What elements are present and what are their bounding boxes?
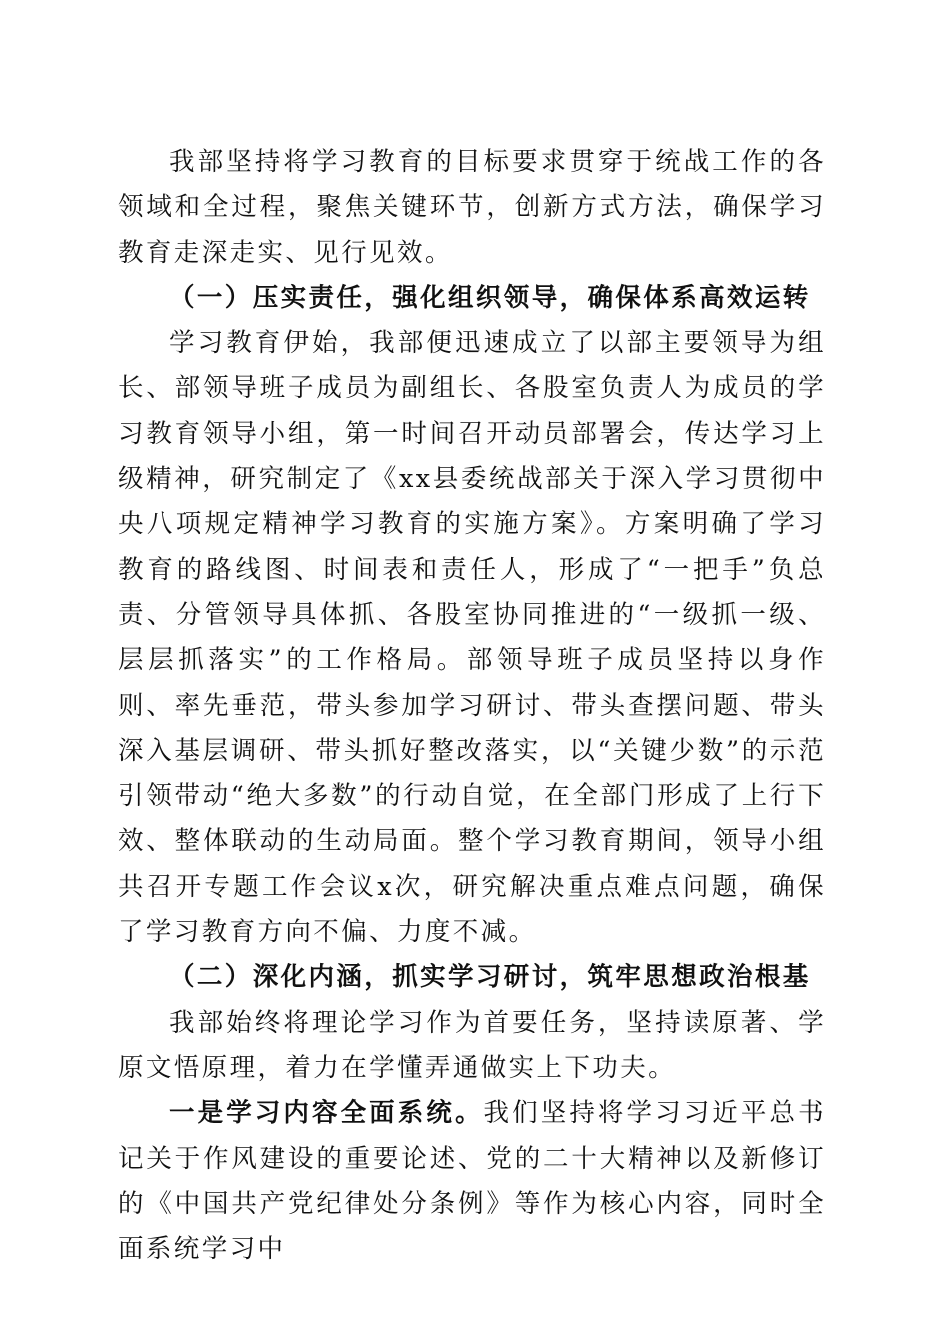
section-2-heading: （二）深化内涵，抓实学习研讨，筑牢思想政治根基: [169, 962, 811, 993]
section-1-heading: （一）压实责任，强化组织领导，确保体系高效运转: [169, 282, 811, 313]
document-body: [118, 140, 826, 1272]
section-2-paragraph: 我部始终将理论学习作为首要任务，坚持读原著、学原文悟原理，着力在学懂弄通做实上下功夫。: [118, 1007, 826, 1083]
section-1-paragraph: 学习教育伊始，我部便迅速成立了以部主要领导为组长、部领导班子成员为副组长、各股室负责人为成员的学习教育领导小组，第一时间召开动员部署会，传达学习上级精神，研究制定了《xx县委统战部关于深入学习贯彻中央八项规定精神学习教育的实施方案》。方案明确了学习教育的路线图、时间表和责任人，形成了“一把手”负总责、分管领导具体抓、各股室协同推进的“一级抓一级、层层抓落实”的工作格局。部领导班子成员坚持以身作则、率先垂范，带头参加学习研讨、带头查摆问题、带头深入基层调研、带头抓好整改落实，以“关键少数”的示范引领带动“绝大多数”的行动自觉，在全部门形成了上行下效、整体联动的生动局面。整个学习教育期间，领导小组共召开专题工作会议x次，研究解决重点难点问题，确保了学习教育方向不偏、力度不减。: [118, 328, 826, 948]
point-1-paragraph: [118, 1091, 826, 1272]
intro-paragraph: 我部坚持将学习教育的目标要求贯穿于统战工作的各领域和全过程，聚焦关键环节，创新方式方法，确保学习教育走深走实、见行见效。: [118, 147, 826, 268]
point-1-lead: 一是学习内容全面系统。: [169, 1098, 484, 1129]
point-1-text: 我们坚持将学习习近平总书记关于作风建设的重要论述、党的二十大精神以及新修订的《中国共产党纪律处分条例》等作为核心内容，同时全面系统学习中: [118, 1098, 826, 1265]
